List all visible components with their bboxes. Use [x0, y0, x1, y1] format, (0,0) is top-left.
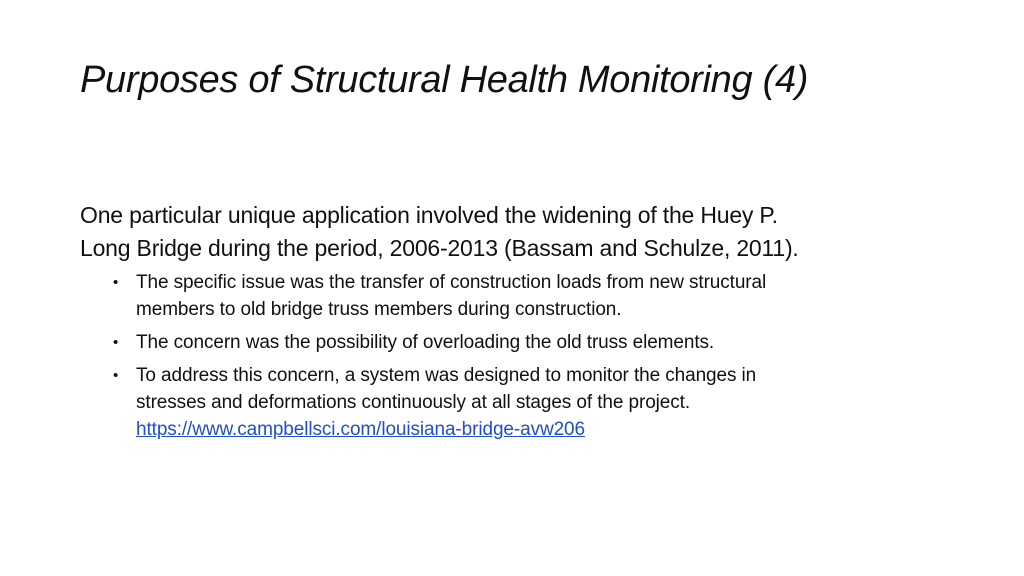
bullet-3-line-2: stresses and deformations continuously at all stages of the project. — [136, 392, 691, 413]
bullet-icon: • — [113, 334, 119, 351]
lead-line-1: One particular unique application involved the widening of the Huey P. — [80, 202, 778, 228]
lead-paragraph — [80, 199, 960, 265]
bullet-list — [80, 269, 960, 443]
bullet-1-line-1: The specific issue was the transfer of construction loads from new structural — [136, 272, 767, 293]
bullet-3-line-1: To address this concern, a system was designed to monitor the changes in — [136, 365, 757, 386]
bullet-item — [80, 329, 960, 356]
lead-line-2: Long Bridge during the period, 2006-2013 (Bassam and Schulze, 2011). — [80, 235, 799, 261]
slide-title: Purposes of Structural Health Monitoring (4) — [80, 59, 809, 101]
bullet-2-line-1: The concern was the possibility of overloading the old truss elements. — [136, 332, 715, 353]
slide-body — [80, 199, 960, 449]
bullet-1-line-2: members to old bridge truss members during construction. — [136, 299, 622, 320]
bullet-icon: • — [113, 367, 119, 384]
bullet-icon: • — [113, 274, 119, 291]
campbellsci-link[interactable]: https://www.campbellsci.com/louisiana-bridge-avw206 — [136, 419, 585, 440]
bullet-item — [80, 362, 960, 443]
bullet-item — [80, 269, 960, 323]
